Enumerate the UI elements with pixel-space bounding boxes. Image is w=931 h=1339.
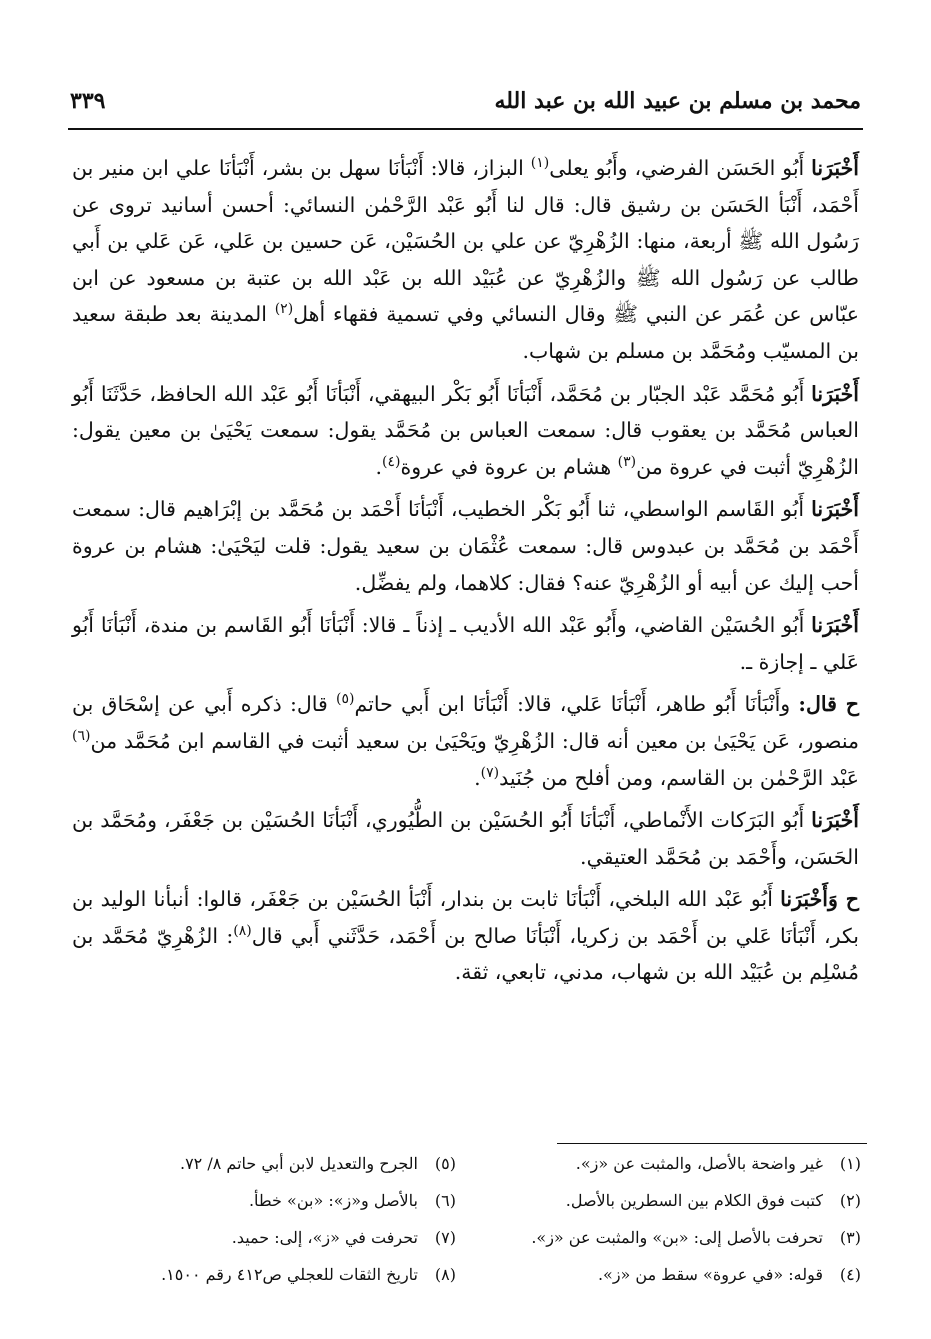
paragraph-lead: أَخْبَرَنا bbox=[811, 808, 859, 833]
footnote-number: (٤) bbox=[839, 1265, 861, 1284]
paragraph-lead: أَخْبَرَنا bbox=[811, 613, 859, 638]
paragraph bbox=[72, 376, 859, 486]
footnote-ref: (٨) bbox=[233, 923, 252, 940]
footnote-text: بالأصل و«ز»: «بن» خطأ. bbox=[248, 1191, 418, 1210]
running-title: محمد بن مسلم بن عبيد الله بن عبد الله bbox=[494, 88, 861, 114]
footnote-number: (٥) bbox=[434, 1154, 456, 1173]
footnote-rule bbox=[557, 1143, 867, 1144]
paragraph bbox=[72, 607, 859, 680]
footnote bbox=[232, 1228, 456, 1248]
footnote-text: تاريخ الثقات للعجلي ص٤١٢ رقم ١٥٠٠. bbox=[161, 1265, 418, 1284]
footnote-text: كتبت فوق الكلام بين السطرين بالأصل. bbox=[565, 1191, 823, 1210]
paragraph-lead: ح قال: bbox=[798, 692, 859, 717]
footnote-ref: (٤) bbox=[382, 453, 401, 470]
paragraph-text: عَبْد الرَّحْمٰن بن القاسم، ومن أفلح من جُنَيد bbox=[499, 765, 859, 790]
footnote-text: غير واضحة بالأصل، والمثبت عن «ز». bbox=[575, 1154, 823, 1173]
footnote-number: (٧) bbox=[434, 1228, 456, 1247]
paragraph-text: أَبُو القَاسم الواسطي، ثنا أَبُو بَكْر الخطيب، أَنْبَأنَا أَحْمَد بن مُحَمَّد بن إبْرَاهيم قال: سمعت أَحْمَد بن مُحَمَّد بن عبدوس قال: سمعت عُثْمَان بن سعيد يقول: قلت ليَحْيَىٰ: هشام بن عروة أحب إليك عن أبيه أو الزُهْرِيّ عنه؟ فقال: كلاهما، ولم يفضِّل. bbox=[72, 497, 859, 595]
paragraph-text: هشام بن عروة في عروة bbox=[400, 454, 618, 479]
footnote-number: (٢) bbox=[839, 1191, 861, 1210]
footnote-ref: (٦) bbox=[72, 728, 91, 745]
footnote bbox=[531, 1228, 861, 1248]
footnote-text: تحرفت في «ز»، إلى: حميد. bbox=[231, 1228, 418, 1247]
paragraph bbox=[72, 881, 859, 991]
footnote-ref: (٥) bbox=[336, 691, 355, 708]
paragraph-text: قال: ذكره أَبي عن إسْحَاق بن منصور، عَن يَحْيَىٰ بن معين أنه قال: الزُهْرِيّ ويَحْيَىٰ بن سعيد أثبت في القاسم ابن مُحَمَّد من bbox=[72, 692, 859, 753]
header-rule bbox=[68, 128, 863, 130]
footnote-text: تحرفت بالأصل إلى: «بن» والمثبت عن «ز». bbox=[531, 1228, 823, 1247]
paragraph-text: . bbox=[375, 454, 383, 479]
paragraph-text: البزاز، قالا: أَنْبَأنَا سهل بن بشر، أَنْبَأنَا علي ابن منير بن أَحْمَد، أَنْبَأ الحَسَن بن رشيق قال: قال لنا أَبُو عَبْد الرَّحْمٰن النسائي: أحسن أسانيد تروى عن رَسُول الله ﷺ أربعة، منها: الزُهْرِيّ عن علي بن الحُسَيْن، عَن حسين بن عَلي، عَن عَلي بن أَبي طالب عن رَسُول الله ﷺ والزُهْرِيّ عن عُبَيْد الله بن عَبْد الله بن عتبة بن مسعود عن ابن عبّاس عن عُمَر عن النبي ﷺ وقال النسائي وفي تسمية فقهاء أهل bbox=[72, 156, 859, 327]
footnote bbox=[598, 1265, 861, 1285]
footnote-number: (١) bbox=[839, 1154, 861, 1173]
paragraph-lead: أَخْبَرَنا bbox=[811, 497, 859, 522]
footnote-ref: (٧) bbox=[480, 764, 500, 781]
paragraph-text: أَبُو الحُسَيْن القاضي، وأَبُو عَبْد الله الأديب ـ إذناً ـ قالا: أَنْبَأنَا أَبُو القَاسم بن مندة، أَنْبَأنَا أَبُو عَلي ـ إجازة ـ. bbox=[72, 613, 859, 674]
footnote-ref: (٣) bbox=[617, 453, 637, 470]
footnote-ref: (٢) bbox=[274, 301, 294, 318]
footnote bbox=[180, 1154, 456, 1174]
paragraph-text: أَبُو البَرَكات الأَنْماطي، أَنْبَأنَا أَبُو الحُسَيْن بن الطُّيُوري، أَنْبَأنَا الحُسَيْن بن جَعْفَر، ومُحَمَّد بن الحَسَن، وأَحْمَد بن مُحَمَّد العتيقي. bbox=[72, 808, 859, 869]
footnote bbox=[161, 1265, 456, 1285]
paragraph-text: أَبُو عَبْد الله البلخي، أَنْبَأنَا ثابت بن بندار، أَنْبَأ الحُسَيْن بن جَعْفَر، قالوا: أنبأنا الوليد بن بكر، أَنْبَأنَا عَلي بن أَحْمَد بن زكريا، أَنْبَأنَا صالح بن أَحْمَد، حَدَّثَني أَبي قال bbox=[72, 887, 859, 948]
footnote-number: (٨) bbox=[434, 1265, 456, 1284]
footnote-text: قوله: «في عروة» سقط من «ز». bbox=[597, 1265, 823, 1284]
paragraph bbox=[72, 802, 859, 875]
paragraph-text: : الزُهْرِيّ مُحَمَّد بن مُسْلِم بن عُبَيْد الله بن شهاب، مدني، تابعي، ثقة. bbox=[72, 923, 859, 985]
footnote bbox=[576, 1154, 861, 1174]
paragraph-text: أَبُو الحَسَن الفرضي، وأَبُو يعلى bbox=[549, 156, 812, 180]
paragraph bbox=[72, 491, 859, 601]
paragraph-text: المدينة بعد طبقة سعيد بن المسيّب ومُحَمَّد بن مسلم بن شهاب. bbox=[72, 302, 859, 363]
paragraph-lead: أَخْبَرَنا bbox=[811, 156, 859, 180]
paragraph-text: أَبُو مُحَمَّد عَبْد الجبّار بن مُحَمَّد، أَنْبَأنَا أَبُو بَكْر البيهقي، أَنْبَأنَا أَبُو عَبْد الله الحافظ، حَدَّثَنَا أَبُو العباس مُحَمَّد بن يعقوب قال: سمعت العباس بن مُحَمَّد يقول: سمعت يَحْيَىٰ بن معين يقول: الزُهْرِيّ أثبت في عروة من bbox=[72, 381, 859, 479]
page-number: ٣٣٩ bbox=[70, 88, 106, 114]
footnote-number: (٦) bbox=[434, 1191, 456, 1210]
footnote-number: (٣) bbox=[839, 1228, 861, 1247]
paragraph bbox=[72, 150, 859, 370]
page-header bbox=[70, 88, 861, 124]
footnote-ref: (١) bbox=[530, 155, 550, 172]
footnote bbox=[249, 1191, 456, 1211]
paragraph-lead: أَخْبَرَنا bbox=[811, 381, 859, 406]
paragraph-lead: ح وَأَخْبَرَنا bbox=[780, 887, 859, 912]
footnote-text: الجرح والتعديل لابن أبي حاتم ٨/ ٧٢. bbox=[179, 1154, 418, 1173]
paragraph bbox=[72, 686, 859, 796]
footnote bbox=[566, 1191, 861, 1211]
footnotes bbox=[61, 1154, 861, 1304]
paragraph-text: . bbox=[474, 765, 481, 790]
main-text bbox=[72, 150, 859, 997]
paragraph-text: وأَنْبَأنَا أَبُو طاهر، أَنْبَأنَا عَلي، قالا: أَنْبَأنَا ابن أَبي حاتم bbox=[354, 692, 799, 717]
